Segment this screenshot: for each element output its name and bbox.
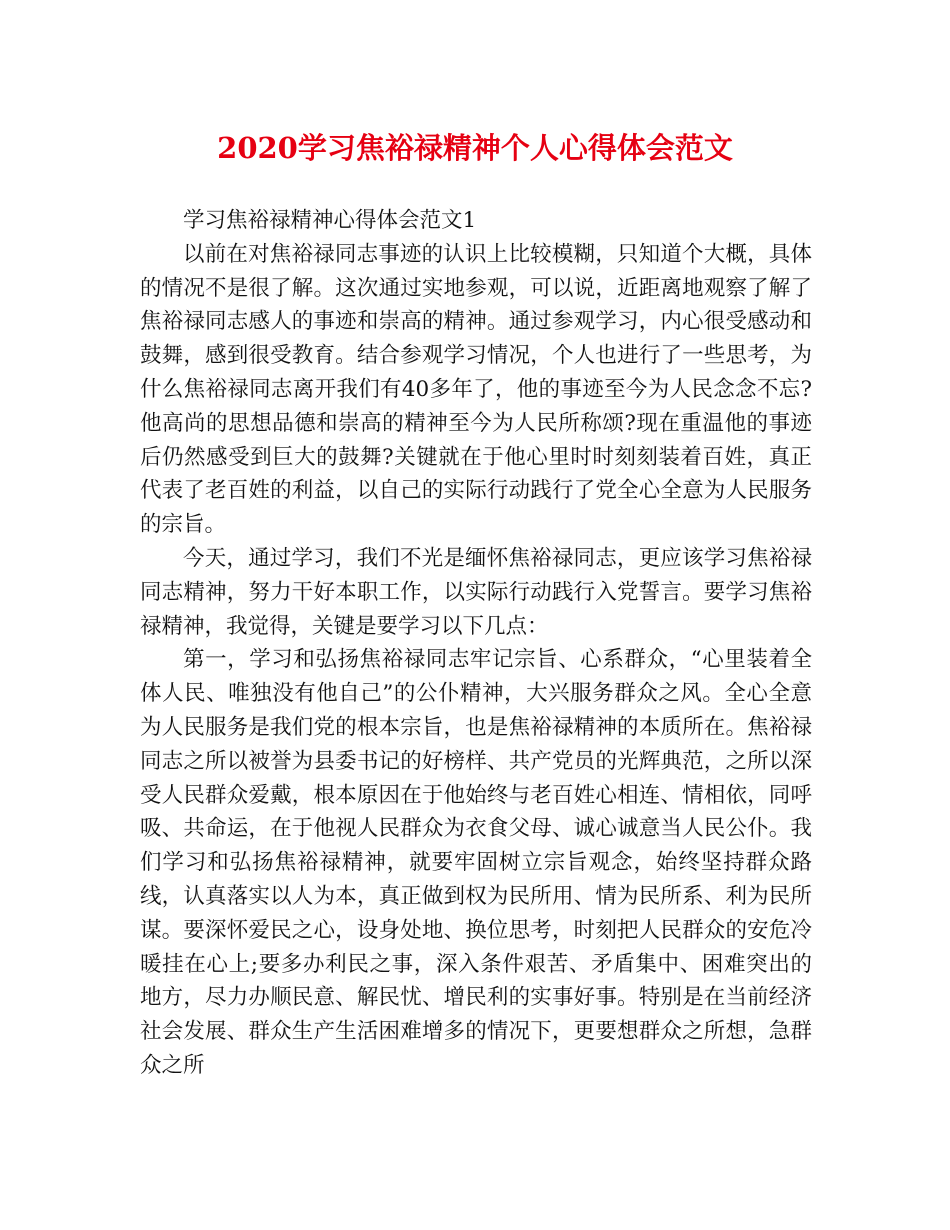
document-body	[140, 204, 812, 1083]
paragraph: 以前在对焦裕禄同志事迹的认识上比较模糊，只知道个大概，具体的情况不是很了解。这次通过实地参观，可以说，近距离地观察了解了焦裕禄同志感人的事迹和崇高的精神。通过参观学习，内心很受感动和鼓舞，感到很受教育。结合参观学习情况，个人也进行了一些思考，为什么焦裕禄同志离开我们有40多年了，他的事迹至今为人民念念不忘?他高尚的思想品德和崇高的精神至今为人民所称颂?现在重温他的事迹后仍然感受到巨大的鼓舞?关键就在于他心里时时刻刻装着百姓，真正代表了老百姓的利益，以自己的实际行动践行了党全心全意为人民服务的宗旨。	[140, 241, 812, 538]
paragraph: 第一，学习和弘扬焦裕禄同志牢记宗旨、心系群众，“心里装着全体人民、唯独没有他自己”的公仆精神，大兴服务群众之风。全心全意为人民服务是我们党的根本宗旨，也是焦裕禄精神的本质所在。焦裕禄同志之所以被誉为县委书记的好榜样、共产党员的光辉典范，之所以深受人民群众爱戴，根本原因在于他始终与老百姓心相连、情相依，同呼吸、共命运，在于他视人民群众为衣食父母、诚心诚意当人民公仆。我们学习和弘扬焦裕禄精神，就要牢固树立宗旨观念，始终坚持群众路线，认真落实以人为本，真正做到权为民所用、情为民所系、利为民所谋。要深怀爱民之心，设身处地、换位思考，时刻把人民群众的安危冷暖挂在心上;要多办利民之事，深入条件艰苦、矛盾集中、困难突出的地方，尽力办顺民意、解民忧、增民利的实事好事。特别是在当前经济社会发展、群众生产生活困难增多的情况下，更要想群众之所想，急群众之所	[140, 647, 812, 1078]
document-title: 2020学习焦裕禄精神个人心得体会范文	[217, 131, 733, 165]
section-heading: 学习焦裕禄精神心得体会范文1	[183, 208, 477, 233]
paragraph: 今天，通过学习，我们不光是缅怀焦裕禄同志，更应该学习焦裕禄同志精神，努力干好本职工作，以实际行动践行入党誓言。要学习焦裕禄精神，我觉得，关键是要学习以下几点：	[140, 545, 812, 639]
